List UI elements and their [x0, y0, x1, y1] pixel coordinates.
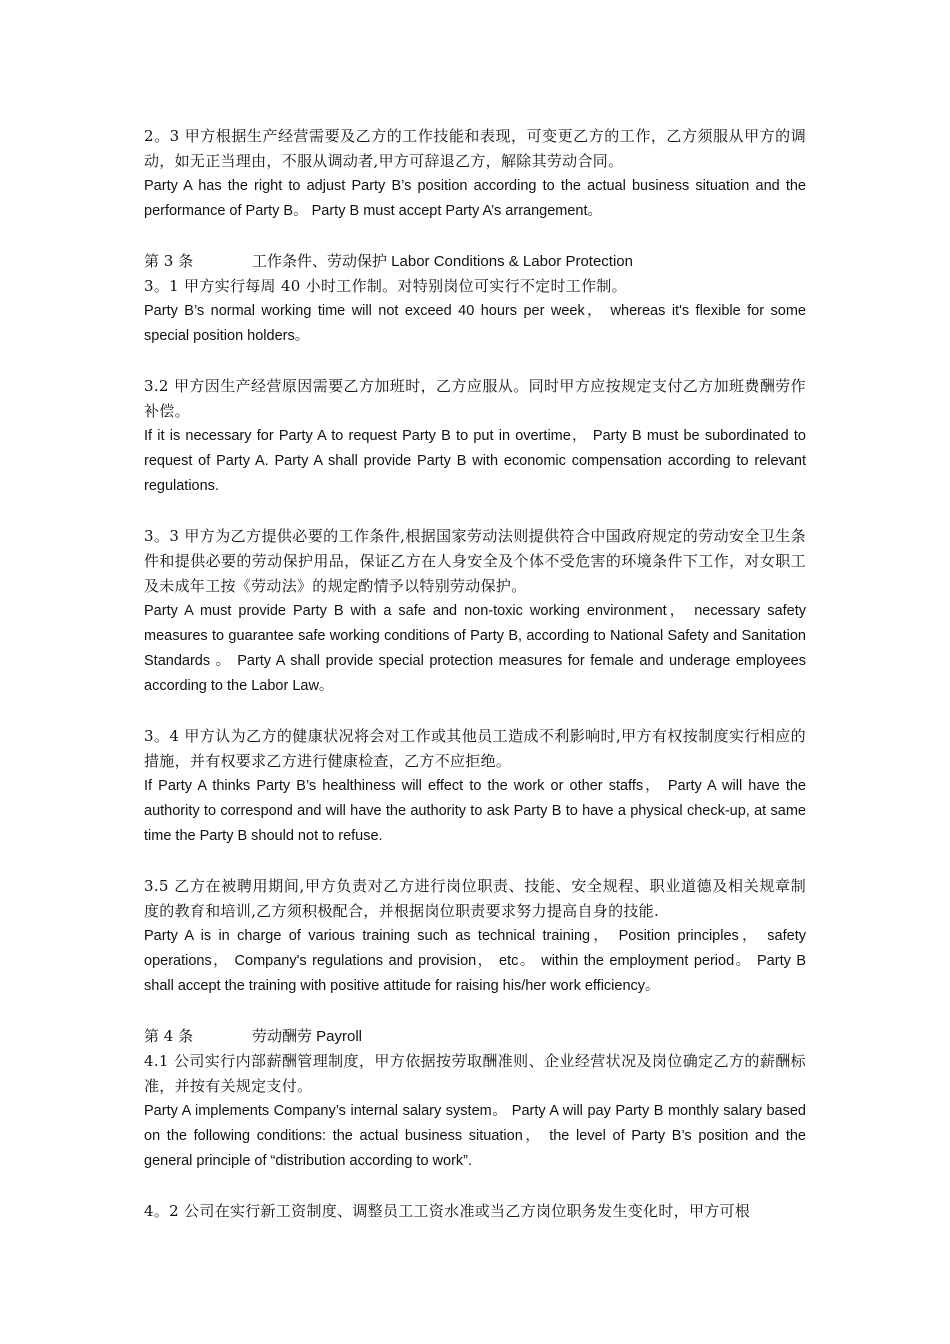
clause-4-1-zh: 4.1 公司实行内部薪酬管理制度，甲方依据按劳取酬准则、企业经营状况及岗位确定乙方的薪酬标准，并按有关规定支付。	[144, 1052, 806, 1095]
clause-4-1-en: Party A implements Company’s internal salary system。 Party A will pay Party B monthly salary based on the following conditions: the actual business situation， the level of Party B’s position and the general principle of “distribution according to work”.	[144, 1103, 806, 1169]
article-4-number: 第 4 条	[144, 1027, 194, 1045]
clause-3-4-zh: 3。4 甲方认为乙方的健康状况将会对工作或其他员工造成不利影响时,甲方有权按制度实行相应的措施，并有权要求乙方进行健康检查，乙方不应拒绝。	[144, 727, 806, 770]
clause-3-4-en: If Party A thinks Party B’s healthiness will effect to the work or other staffs， Party A will have the authority to correspond and will have the authority to ask Party B to have a physical check-up, at same time the Party B should not to refuse.	[144, 778, 806, 844]
clause-3-5-en: Party A is in charge of various training such as technical training， Position principles， safety operations， Company's regulations and provision， etc。 within the employment period。 Party B shall accept the training with positive attitude for raising his/her work efficiency。	[144, 928, 806, 994]
clause-4-2-zh: 4。2 公司在实行新工资制度、调整员工工资水准或当乙方岗位职务发生变化时，甲方可根	[144, 1202, 751, 1220]
article-3-number: 第 3 条	[144, 252, 194, 270]
clause-3-2-en: If it is necessary for Party A to request Party B to put in overtime， Party B must be subordinated to request of Party A. Party A shall provide Party B with economic compensation according to relevant regulations.	[144, 428, 806, 494]
clause-2-3-zh: 2。3 甲方根据生产经营需要及乙方的工作技能和表现，可变更乙方的工作，乙方须服从甲方的调动，如无正当理由，不服从调动者,甲方可辞退乙方，解除其劳动合同。	[144, 127, 806, 170]
clause-3-3-en: Party A must provide Party B with a safe and non-toxic working environment， necessary safety measures to guarantee safe working conditions of Party B, according to National Safety and Sanitation Standards 。 Party A shall provide special protection measures for female and underage employees according to the Labor Law。	[144, 603, 806, 694]
clause-3-2-zh: 3.2 甲方因生产经营原因需要乙方加班时，乙方应服从。同时甲方应按规定支付乙方加班费酬劳作补偿。	[144, 377, 806, 420]
clause-3-1-en: Party B’s normal working time will not exceed 40 hours per week， whereas it's flexible for some special position holders。	[144, 303, 806, 344]
clause-3-1-zh: 3。1 甲方实行每周 40 小时工作制。对特别岗位可实行不定时工作制。	[144, 277, 627, 295]
article-4-title: 劳动酬劳 Payroll	[252, 1028, 363, 1045]
article-3-heading	[144, 249, 806, 274]
article-3-title: 工作条件、劳动保护 Labor Conditions & Labor Protection	[252, 253, 633, 270]
document-page	[144, 124, 806, 1224]
clause-3-5-zh: 3.5 乙方在被聘用期间,甲方负责对乙方进行岗位职责、技能、安全规程、职业道德及相关规章制度的教育和培训,乙方须积极配合，并根据岗位职责要求努力提高自身的技能.	[144, 877, 806, 920]
clause-2-3-en: Party A has the right to adjust Party B’s position according to the actual business situation and the performance of Party B。 Party B must accept Party A’s arrangement。	[144, 178, 806, 219]
article-4-heading	[144, 1024, 806, 1049]
clause-3-3-zh: 3。3 甲方为乙方提供必要的工作条件,根据国家劳动法则提供符合中国政府规定的劳动安全卫生条件和提供必要的劳动保护用品，保证乙方在人身安全及个体不受危害的环境条件下工作，对女职工及未成年工按《劳动法》的规定酌情予以特别劳动保护。	[144, 527, 806, 595]
